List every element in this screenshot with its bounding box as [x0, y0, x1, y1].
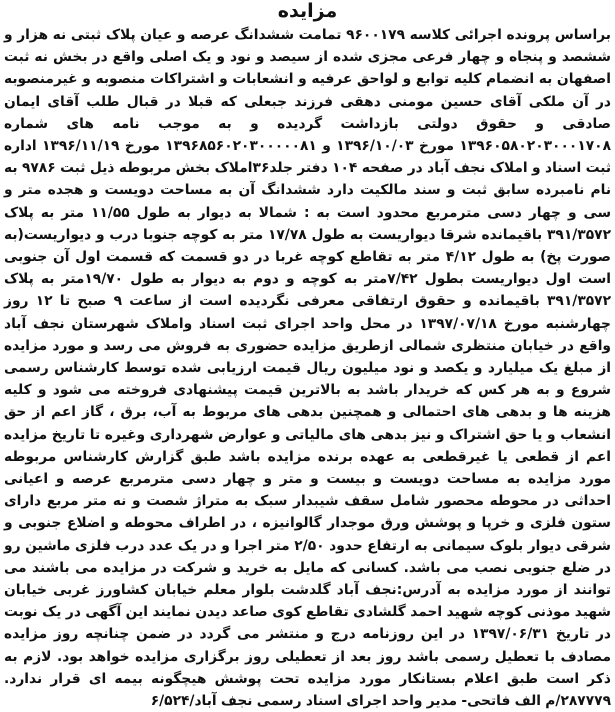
notice-title: مزایده: [277, 0, 338, 22]
notice-body: براساس پرونده اجرائی کلاسه ۹۶۰۰۱۷۹ تمامت ششدانگ عرصه و عیان پلاک ثبتی نه هزار و ششصد و پنجاه و چهار فرعی مجزی شده از سیصد و نود و یک اصلی واقع در بخش نه ثبت اصفهان به انضمام کلیه توابع و لواحق عرفیه و انشعابات و اشتراکات منصوبه و غیرمنصوبه در آن ملکی آقای حسین مومنی دهقی فرزند جبعلی که قبلا در قبال طلب آقای ایمان صادقی و حقوق دولتی بازداشت گردیده و به موجب نامه های شماره ۱۳۹۶۰۵۸۰۲۰۳۰۰۰۱۷۰۸ مورخ ۱۳۹۶/۱۰/۰۳ و ۱۳۹۶۸۵۶۰۲۰۳۰۰۰۰۰۸۱ مورخ ۱۳۹۶/۱۱/۱۹ اداره ثبت اسناد و املاک نجف آباد در صفحه ۱۰۴ دفتر جلد۳۶املاک بخش مربوطه ذیل ثبت ۹۷۸۶ به نام نامبرده سابق ثبت و سند مالکیت دارد ششدانگ آن به مساحت دویست و هجده متر و سی و چهار دسی مترمربع محدود است به : شمالا به دیوار به طول ۱۱/۵۵ متر به پلاک ۳۹۱/۳۵۷۲ باقیمانده شرقا دیواریست به طول ۱۷/۷۸ متر به کوچه جنوبا درب و دیواریست(به صورت پخ) به طول ۴/۱۲ متر به تقاطع کوچه غربا در دو قسمت که قسمت اول آن جنوبی است اول دیواریست بطول ۷/۴۲متر به کوچه و دوم به دیوار به طول ۱۹/۷۰متر به پلاک ۳۹۱/۳۵۷۲ باقیمانده و حقوق ارتفاقی معرفی نگردیده است از ساعت ۹ صبح تا ۱۲ روز چهارشنبه مورخ ۱۳۹۷/۰۷/۱۸ در محل واحد اجرای ثبت اسناد واملاک شهرستان نجف آباد واقع در خیابان منتظری شمالی ازطریق مزایده حضوری به فروش می رسد و مورد مزایده از مبلغ یک میلیارد و یکصد و نود میلیون ریال قیمت ارزیابی شده توسط کارشناس رسمی شروع و به هر کس که خریدار باشد به بالاترین قیمت پیشنهادی فروخته می شود و کلیه هزینه ها و بدهی های احتمالی و همچنین بدهی های مربوط به آب، برق ، گاز اعم از حق انشعاب و یا حق اشتراک و نیز بدهی های مالیاتی و عوارض شهرداری وغیره تا تاریخ مزایده اعم از قطعی یا غیرقطعی به عهده برنده مزایده باشد طبق گزارش کارشناس مربوطه مورد مزایده به مساحت دویست و بیست و متر و چهار دسی مترمربع عرصه و اعیانی احداثی در محوطه محصور شامل سقف شیبدار سبک به متراژ شصت و نه متر مربع دارای ستون فلزی و خرپا و پوشش ورق موجدار گالوانیزه ، در اطراف محوطه و اضلاع جنوبی و شرقی دیوار بلوک سیمانی به ارتفاع حدود ۲/۵۰ متر اجرا و در یک عدد درب فلزی ماشین رو در ضلع جنوبی نصب می باشد. کسانی که مایل به خرید و شرکت در مزایده می باشند می توانند از مورد مزایده به آدرس:نجف آباد گلدشت بلوار معلم خیابان کشاورز غربی خیابان شهید موذنی کوچه شهید احمد گلشادی تقاطع کوی صاعد دیدن نمایند این آگهی در یک نوبت در تاریخ ۱۳۹۷/۰۶/۳۱ در این روزنامه درج و منتشر می گردد در ضمن چنانچه روز مزایده مصادف با تعطیل رسمی باشد روز بعد از تعطیلی روز برگزاری مزایده خواهد بود. لازم به ذکر است طبق اعلام بستانکار مورد مزایده تحت پوشش هیچگونه بیمه ای قرار ندارد. ۲۸۷۷۷۹/م الف فاتحی- مدیر واحد اجرای اسناد رسمی نجف آباد/۶/۵۲۴: [4, 27, 612, 710]
